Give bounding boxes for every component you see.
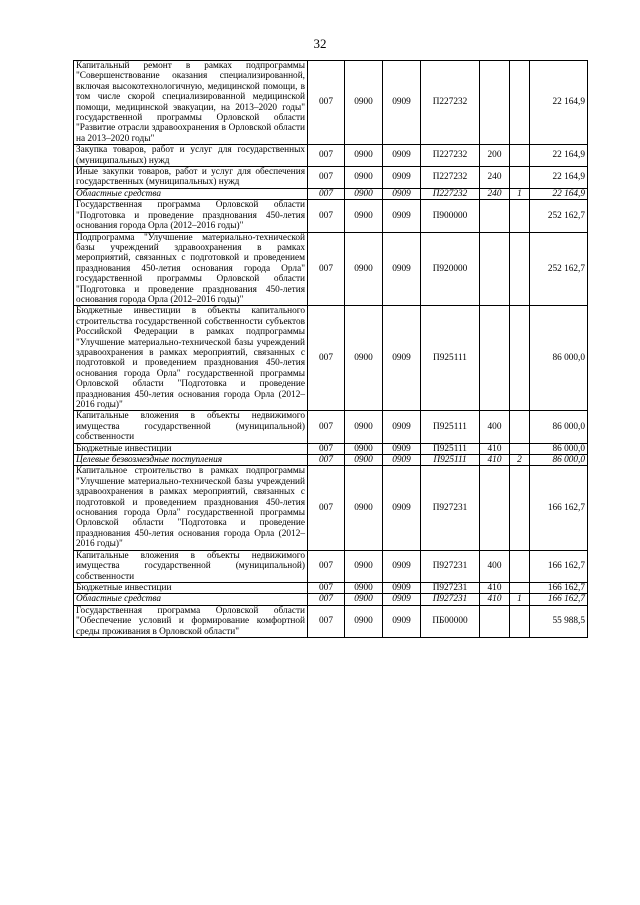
row-amount: 86 000,0	[530, 306, 588, 411]
row-source-code	[510, 306, 530, 411]
row-section-code: 0900	[345, 306, 383, 411]
budget-table-body	[74, 61, 588, 638]
row-subsection-code: 0909	[383, 443, 421, 454]
row-target-article: П925111	[421, 443, 480, 454]
row-subsection-code: 0909	[383, 466, 421, 550]
page-number: 32	[313, 36, 327, 51]
row-expense-type	[480, 232, 510, 306]
row-expense-type: 400	[480, 411, 510, 443]
row-expense-type: 410	[480, 582, 510, 593]
row-subsection-code: 0909	[383, 145, 421, 167]
row-subsection-code: 0909	[383, 232, 421, 306]
row-amount: 252 162,7	[530, 200, 588, 232]
table-row	[74, 200, 588, 232]
row-target-article: П920000	[421, 232, 480, 306]
row-target-article: П927231	[421, 466, 480, 550]
row-section-code: 0900	[345, 582, 383, 593]
row-target-article: П925111	[421, 455, 480, 466]
row-ministry-code: 007	[308, 411, 345, 443]
table-row	[74, 550, 588, 582]
table-row	[74, 605, 588, 637]
table-row	[74, 455, 588, 466]
row-ministry-code: 007	[308, 61, 345, 145]
row-ministry-code: 007	[308, 167, 345, 189]
row-amount: 22 164,9	[530, 61, 588, 145]
row-source-code	[510, 605, 530, 637]
row-section-code: 0900	[345, 550, 383, 582]
row-amount: 55 988,5	[530, 605, 588, 637]
row-amount: 86 000,0	[530, 455, 588, 466]
table-row	[74, 466, 588, 550]
row-target-article: ПБ00000	[421, 605, 480, 637]
row-section-code: 0900	[345, 605, 383, 637]
row-description: Закупка товаров, работ и услуг для государственных (муниципальных) нужд	[74, 145, 308, 167]
row-section-code: 0900	[345, 443, 383, 454]
row-ministry-code: 007	[308, 594, 345, 605]
row-subsection-code: 0909	[383, 605, 421, 637]
row-ministry-code: 007	[308, 455, 345, 466]
row-description: Иные закупки товаров, работ и услуг для обеспечения государственных (муниципальных) нужд	[74, 167, 308, 189]
row-amount: 166 162,7	[530, 594, 588, 605]
row-subsection-code: 0909	[383, 411, 421, 443]
row-section-code: 0900	[345, 411, 383, 443]
row-source-code	[510, 200, 530, 232]
row-amount: 22 164,9	[530, 167, 588, 189]
row-description: Подпрограмма "Улучшение материально-технической базы учреждений здравоохранения в рамках мероприятий, связанных с подготовкой и проведением празднования 450-летия основания города Орла" государственной программы Орловской области "Подготовка и проведение празднования 450-летия основания города Орла (2012–2016 годы)"	[74, 232, 308, 306]
row-section-code: 0900	[345, 232, 383, 306]
row-description: Государственная программа Орловской области "Обеспечение условий и формирование комфортной среды проживания в Орловской области"	[74, 605, 308, 637]
row-source-code	[510, 466, 530, 550]
row-target-article: П227232	[421, 61, 480, 145]
row-target-article: П927231	[421, 582, 480, 593]
row-source-code: 2	[510, 455, 530, 466]
row-description: Бюджетные инвестиции в объекты капитального строительства государственной собственности субъектов Российской Федерации в рамках подпрограммы "Улучшение материально-технической базы учреждений здравоохранения в рамках мероприятий, связанных с подготовкой и проведением празднования 450-летия основания города Орла" государственной программы Орловской области "Подготовка и проведение празднования 450-летия основания города Орла (2012–2016 годы)"	[74, 306, 308, 411]
row-subsection-code: 0909	[383, 200, 421, 232]
row-target-article: П227232	[421, 167, 480, 189]
row-source-code	[510, 232, 530, 306]
row-section-code: 0900	[345, 200, 383, 232]
row-expense-type: 410	[480, 594, 510, 605]
row-expense-type	[480, 605, 510, 637]
row-expense-type: 410	[480, 455, 510, 466]
row-source-code	[510, 582, 530, 593]
row-expense-type: 200	[480, 145, 510, 167]
row-section-code: 0900	[345, 145, 383, 167]
row-expense-type: 240	[480, 188, 510, 199]
row-description: Капитальное строительство в рамках подпрограммы "Улучшение материально-технической базы учреждений здравоохранения в рамках мероприятий, связанных с подготовкой и проведением празднования 450-летия основания города Орла" государственной программы Орловской области "Подготовка и проведение празднования 450-летия основания города Орла (2012–2016 годы)"	[74, 466, 308, 550]
row-section-code: 0900	[345, 61, 383, 145]
row-source-code	[510, 411, 530, 443]
table-row	[74, 443, 588, 454]
table-row	[74, 232, 588, 306]
row-description: Государственная программа Орловской области "Подготовка и проведение празднования 450-летия основания города Орла (2012–2016 годы)"	[74, 200, 308, 232]
row-subsection-code: 0909	[383, 582, 421, 593]
row-source-code: 1	[510, 188, 530, 199]
row-description: Областные средства	[74, 188, 308, 199]
row-ministry-code: 007	[308, 145, 345, 167]
row-section-code: 0900	[345, 466, 383, 550]
row-description: Капитальные вложения в объекты недвижимого имущества государственной (муниципальной) собственности	[74, 411, 308, 443]
row-amount: 252 162,7	[530, 232, 588, 306]
row-description: Областные средства	[74, 594, 308, 605]
row-subsection-code: 0909	[383, 594, 421, 605]
row-amount: 166 162,7	[530, 466, 588, 550]
row-description: Целевые безвозмездные поступления	[74, 455, 308, 466]
row-source-code: 1	[510, 594, 530, 605]
row-target-article: П900000	[421, 200, 480, 232]
row-expense-type: 400	[480, 550, 510, 582]
table-row	[74, 167, 588, 189]
row-expense-type	[480, 466, 510, 550]
row-description: Бюджетные инвестиции	[74, 582, 308, 593]
row-amount: 22 164,9	[530, 188, 588, 199]
row-subsection-code: 0909	[383, 306, 421, 411]
row-source-code	[510, 61, 530, 145]
row-description: Бюджетные инвестиции	[74, 443, 308, 454]
row-subsection-code: 0909	[383, 455, 421, 466]
row-section-code: 0900	[345, 594, 383, 605]
table-row	[74, 188, 588, 199]
row-subsection-code: 0909	[383, 167, 421, 189]
table-row	[74, 582, 588, 593]
row-target-article: П927231	[421, 594, 480, 605]
row-target-article: П925111	[421, 411, 480, 443]
row-source-code	[510, 167, 530, 189]
row-description: Капитальный ремонт в рамках подпрограммы "Совершенствование оказания специализированной, включая высокотехнологичную, медицинской помощи, в том числе скорой специализированной медицинской помощи, медицинской эвакуации, на 2013–2020 годы" государственной программы Орловской области "Развитие отрасли здравоохранения в Орловской области на 2013–2020 годы"	[74, 61, 308, 145]
row-subsection-code: 0909	[383, 61, 421, 145]
row-expense-type	[480, 200, 510, 232]
row-subsection-code: 0909	[383, 188, 421, 199]
row-amount: 22 164,9	[530, 145, 588, 167]
row-expense-type: 410	[480, 443, 510, 454]
row-ministry-code: 007	[308, 200, 345, 232]
row-target-article: П227232	[421, 188, 480, 199]
row-ministry-code: 007	[308, 550, 345, 582]
row-ministry-code: 007	[308, 466, 345, 550]
row-amount: 86 000,0	[530, 411, 588, 443]
row-section-code: 0900	[345, 188, 383, 199]
row-source-code	[510, 443, 530, 454]
row-target-article: П927231	[421, 550, 480, 582]
table-row	[74, 61, 588, 145]
row-source-code	[510, 145, 530, 167]
row-expense-type: 240	[480, 167, 510, 189]
row-expense-type	[480, 61, 510, 145]
row-amount: 166 162,7	[530, 582, 588, 593]
row-target-article: П227232	[421, 145, 480, 167]
row-expense-type	[480, 306, 510, 411]
row-source-code	[510, 550, 530, 582]
budget-table	[73, 60, 588, 638]
row-ministry-code: 007	[308, 582, 345, 593]
row-section-code: 0900	[345, 167, 383, 189]
row-ministry-code: 007	[308, 232, 345, 306]
row-description: Капитальные вложения в объекты недвижимого имущества государственной (муниципальной) собственности	[74, 550, 308, 582]
row-amount: 86 000,0	[530, 443, 588, 454]
table-row	[74, 411, 588, 443]
row-ministry-code: 007	[308, 443, 345, 454]
row-amount: 166 162,7	[530, 550, 588, 582]
row-ministry-code: 007	[308, 306, 345, 411]
table-row	[74, 594, 588, 605]
table-row	[74, 306, 588, 411]
table-row	[74, 145, 588, 167]
row-subsection-code: 0909	[383, 550, 421, 582]
row-section-code: 0900	[345, 455, 383, 466]
row-target-article: П925111	[421, 306, 480, 411]
row-ministry-code: 007	[308, 188, 345, 199]
row-ministry-code: 007	[308, 605, 345, 637]
